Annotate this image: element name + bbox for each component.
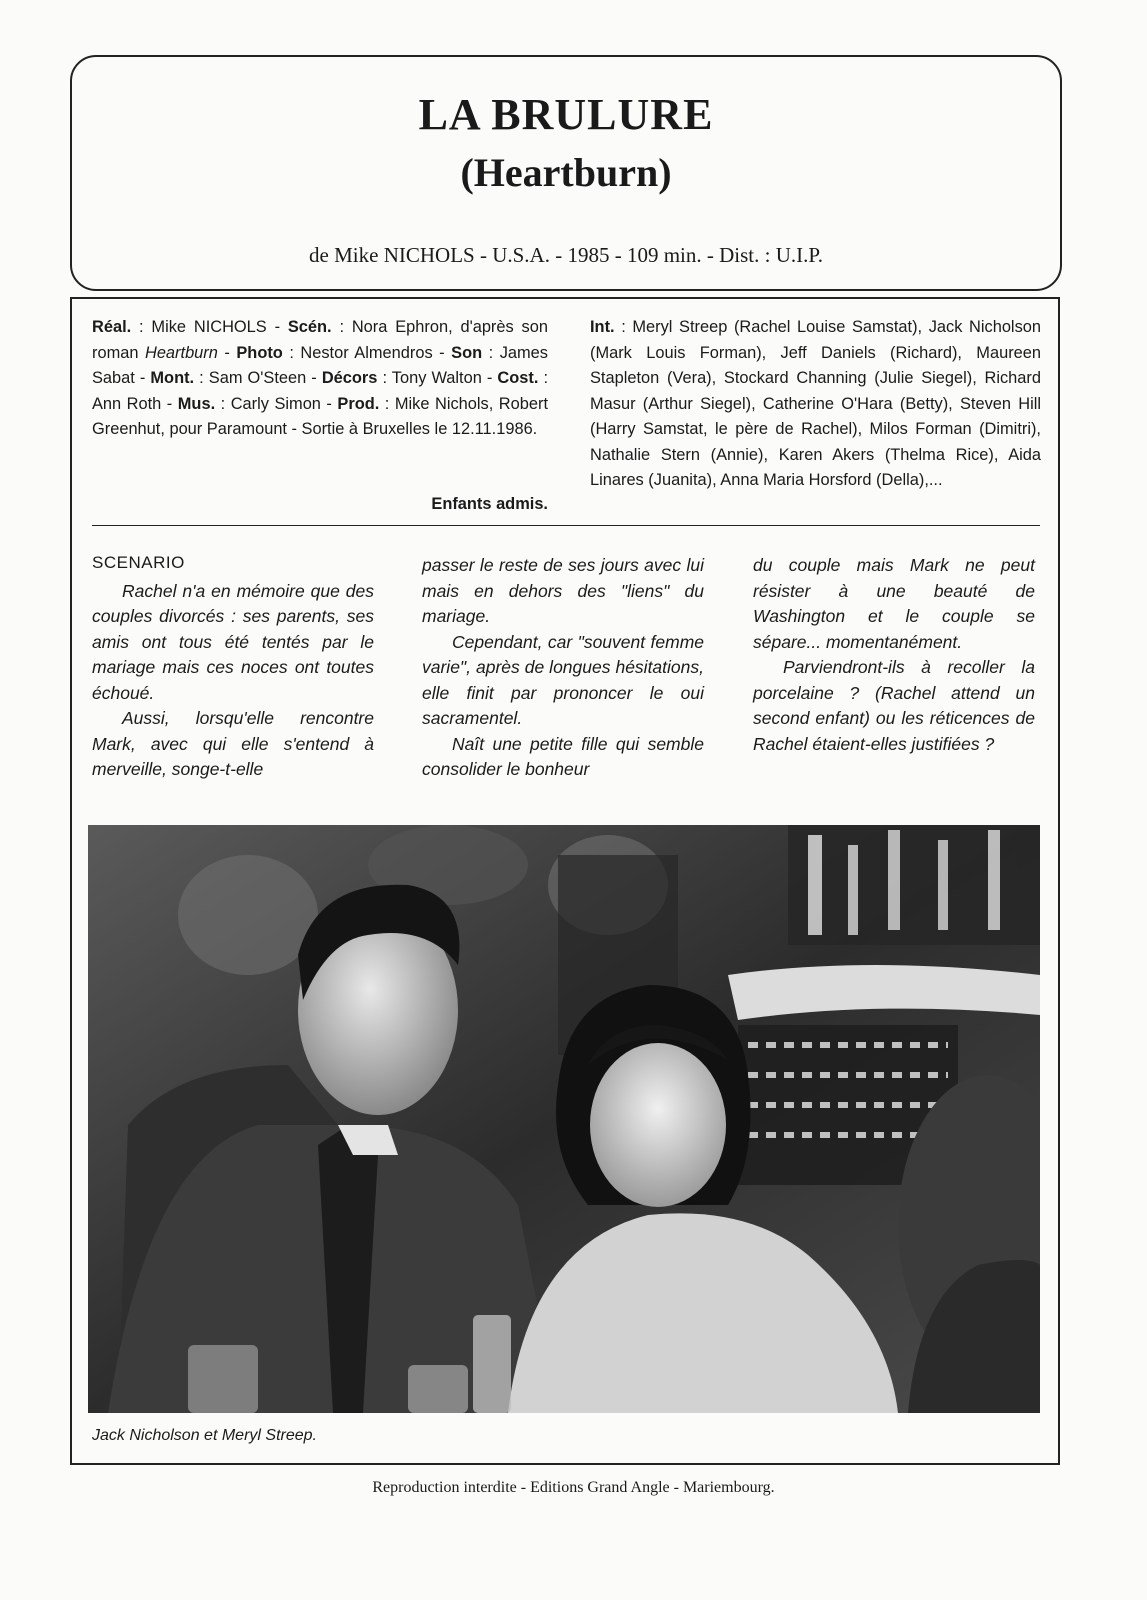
cast-credits — [590, 315, 1041, 494]
credit-label: Scén. — [287, 318, 332, 336]
scenario-column-3 — [753, 553, 1035, 757]
credit-label: Réal. — [92, 318, 132, 336]
technical-credits — [92, 315, 548, 443]
scenario-paragraph: Rachel n'a en mémoire que des couples divorcés : ses parents, ses amis ont tous été tentés par le mariage mais ces noces ont toutes échoué. — [92, 580, 374, 703]
film-still-photo — [88, 825, 1040, 1413]
credit-separator: : — [194, 369, 209, 387]
credit-label: Mus. — [177, 394, 216, 413]
credit-separator: : — [377, 369, 392, 387]
film-byline: de Mike NICHOLS - U.S.A. - 1985 - 109 min. - Dist. : U.I.P. — [309, 243, 823, 267]
scenario-paragraph: passer le reste de ses jours avec lui mais en dehors des "liens" du mariage. — [422, 555, 704, 626]
scenario-paragraph: Aussi, lorsqu'elle rencontre Mark, avec qui elle s'entend à merveille, songe-t-elle — [92, 708, 374, 779]
credit-italic-title: Heartburn — [144, 343, 218, 362]
scenario-heading: SCENARIO — [92, 553, 185, 572]
film-original-title: (Heartburn) — [460, 150, 672, 195]
credit-value: Sam O'Steen - — [208, 369, 322, 387]
cast-label: Int. — [590, 318, 615, 336]
credit-label: Mont. — [150, 369, 195, 387]
scenario-paragraph: Parviendront-ils à recoller la porcelaine ? (Rachel attend un second enfant) ou les réticences de Rachel étaient-elles justifiées ? — [753, 657, 1035, 754]
content-box — [70, 297, 1060, 1465]
audience-rating: Enfants admis. — [431, 495, 548, 513]
credit-value: Mike NICHOLS - — [151, 318, 288, 336]
credit-value: James Sabat - — [92, 343, 548, 387]
credit-label: Décors — [321, 369, 378, 387]
credit-separator: : — [331, 318, 352, 336]
scenario-paragraph: du couple mais Mark ne peut résister à une beauté de Washington et le couple se sépare... momentanément. — [753, 555, 1035, 652]
credit-label: Prod. — [337, 394, 380, 413]
credit-separator: : — [131, 318, 152, 336]
credit-value: Nestor Almendros - — [300, 343, 452, 362]
photo-illustration — [88, 825, 1040, 1413]
credit-value: Nora Ephron, d'après son roman — [92, 318, 548, 362]
credit-separator: : — [282, 343, 301, 362]
credit-value: - — [217, 343, 237, 362]
title-box — [70, 55, 1062, 291]
credit-value: Carly Simon - — [230, 394, 338, 413]
credit-value: Mike Nichols, Robert Greenhut, pour Paramount - Sortie à Bruxelles le 12.11.1986. — [92, 394, 548, 438]
section-divider — [92, 525, 1040, 526]
copyright-footer: Reproduction interdite - Editions Grand Angle - Mariembourg. — [372, 1479, 775, 1496]
film-title: LA BRULURE — [418, 90, 714, 139]
credit-separator: : — [538, 369, 548, 387]
scenario-paragraph: Naît une petite fille qui semble consolider le bonheur — [422, 733, 704, 779]
credit-label: Son — [451, 343, 483, 362]
credit-value: Ann Roth - — [92, 394, 178, 413]
credit-label: Photo — [236, 343, 283, 362]
cast-list: Meryl Streep (Rachel Louise Samstat), Jack Nicholson (Mark Louis Forman), Jeff Daniels (Richard), Maureen Stapleton (Vera), Stockard Channing (Julie Siegel), Richard Masur (Arthur Siegel), Catherine O'Hara (Betty), Steven Hill (Harry Samstat, le père de Rachel), Milos Forman (Dimitri), Nathalie Stern (Annie), Karen Akers (Thelma Rice), Aida Linares (Juanita), Anna Maria Horsford (Della),... — [590, 318, 1042, 489]
credit-separator: : — [482, 343, 500, 362]
credit-separator: : — [215, 394, 231, 413]
scenario-column-1 — [92, 579, 374, 783]
credit-separator: : — [379, 394, 395, 413]
credit-value: Tony Walton - — [391, 369, 498, 387]
scenario-paragraph: Cependant, car "souvent femme varie", après de longues hésitations, elle finit par prononcer le oui sacramentel. — [422, 631, 704, 728]
credit-label: Cost. — [497, 369, 539, 387]
photo-caption: Jack Nicholson et Meryl Streep. — [92, 1427, 317, 1444]
cast-separator: : — [614, 318, 633, 336]
scenario-column-2 — [422, 553, 704, 783]
